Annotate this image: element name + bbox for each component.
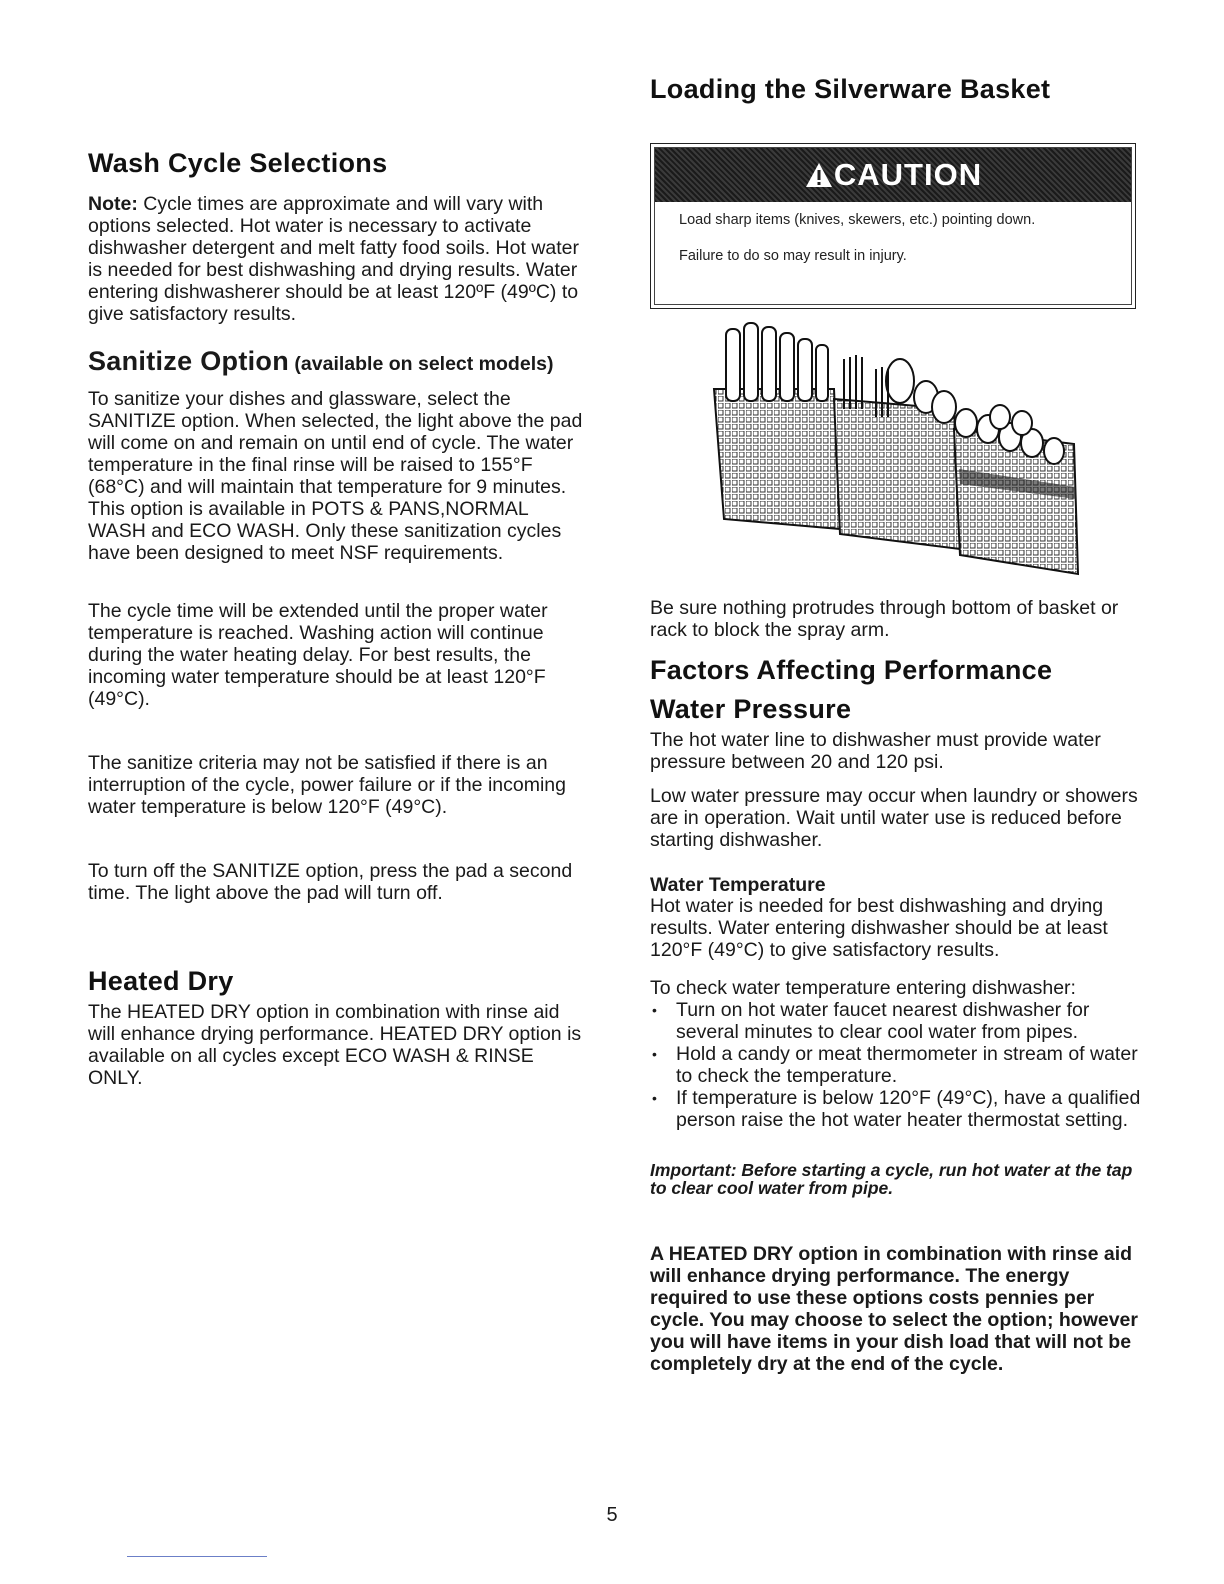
basket-caption: Be sure nothing protrudes through bottom of basket or rack to block the spray arm. bbox=[650, 597, 1119, 641]
page-number: 5 bbox=[606, 1504, 618, 1526]
heated-dry-energy-note: A HEATED DRY option in combination with rinse aid will enhance drying performance. The energy required to use these options costs pennies per cycle. You may choose to select the option; however you will have items in your dish load that will not be completely dry at the end of the cycle. bbox=[650, 1243, 1138, 1375]
right-column bbox=[650, 74, 1145, 1395]
wash-cycle-note bbox=[88, 193, 583, 325]
silverware-basket-illustration bbox=[704, 319, 1104, 587]
sanitize-title: Sanitize Option bbox=[88, 346, 290, 376]
caution-header bbox=[655, 148, 1131, 202]
caution-word: CAUTION bbox=[833, 157, 983, 192]
caution-text bbox=[655, 202, 1131, 266]
caution-line-2: Failure to do so may result in injury. bbox=[679, 248, 907, 264]
list-item: • Turn on hot water faucet nearest dishwasher for several minutes to clear cool water from pipes. bbox=[650, 999, 1145, 1043]
caution-box bbox=[650, 143, 1136, 309]
sanitize-paragraph-2: The cycle time will be extended until the proper water temperature is reached. Washing action will continue during the water heating delay. For best results, the incoming water temperature should be at least 120°F (49°C). bbox=[88, 600, 548, 710]
silverware-heading: Loading the Silverware Basket bbox=[650, 74, 1051, 104]
important-note: Important: Before starting a cycle, run hot water at the tap to clear cool water from pipe. bbox=[650, 1160, 1133, 1198]
sanitize-heading bbox=[88, 347, 583, 380]
sanitize-paragraph-3: The sanitize criteria may not be satisfied if there is an interruption of the cycle, power failure or if the incoming water temperature is below 120°F (49°C). bbox=[88, 752, 566, 818]
pressure-paragraph-2: Low water pressure may occur when laundry or showers are in operation. Wait until water use is reduced before starting dishwasher. bbox=[650, 785, 1138, 851]
left-column bbox=[88, 148, 583, 1089]
footer-rule bbox=[127, 1556, 267, 1557]
wash-cycle-heading: Wash Cycle Selections bbox=[88, 148, 388, 178]
sanitize-subtitle: (available on select models) bbox=[289, 353, 554, 375]
heated-dry-heading: Heated Dry bbox=[88, 966, 234, 996]
list-item: • If temperature is below 120°F (49°C), have a qualified person raise the hot water heater thermostat setting. bbox=[650, 1087, 1145, 1131]
heated-dry-text: The HEATED DRY option in combination with rinse aid will enhance drying performance. HEATED DRY option is available on all cycles except ECO WASH & RINSE ONLY. bbox=[88, 1001, 582, 1089]
sanitize-paragraph-1: To sanitize your dishes and glassware, select the SANITIZE option. When selected, the light above the pad will come on and remain on until end of cycle. The water temperature in the final rinse will be raised to 155°F (68°C) and will maintain that temperature for 9 minutes. This option is available in POTS & PANS,NORMAL WASH and ECO WASH. Only these sanitization cycles have been designed to meet NSF requirements. bbox=[88, 388, 583, 564]
note-text: Cycle times are approximate and will vary with options selected. Hot water is necessary to activate dishwasher detergent and melt fatty food soils. Hot water is needed for best dishwashing and drying results. Water entering dishwasherer should be at least 120ºF (49ºC) to give satisfactory results. bbox=[88, 193, 580, 325]
water-temperature-heading: Water Temperature bbox=[650, 874, 826, 896]
temperature-paragraph: Hot water is needed for best dishwashing and drying results. Water entering dishwasher should be at least 120°F (49°C) to give satisfactory results. bbox=[650, 895, 1108, 961]
water-pressure-heading: Water Pressure bbox=[650, 694, 852, 724]
warning-triangle-icon bbox=[804, 161, 834, 189]
note-label: Note: bbox=[88, 193, 138, 215]
pressure-paragraph-1: The hot water line to dishwasher must provide water pressure between 20 and 120 psi. bbox=[650, 729, 1101, 773]
caution-line-1: Load sharp items (knives, skewers, etc.) pointing down. bbox=[679, 212, 1036, 228]
list-item: • Hold a candy or meat thermometer in stream of water to check the temperature. bbox=[650, 1043, 1145, 1087]
sanitize-paragraph-4: To turn off the SANITIZE option, press the pad a second time. The light above the pad will turn off. bbox=[88, 860, 573, 904]
temperature-check: To check water temperature entering dishwasher: bbox=[650, 977, 1076, 999]
factors-heading: Factors Affecting Performance bbox=[650, 655, 1053, 685]
temperature-bullets bbox=[650, 999, 1145, 1131]
